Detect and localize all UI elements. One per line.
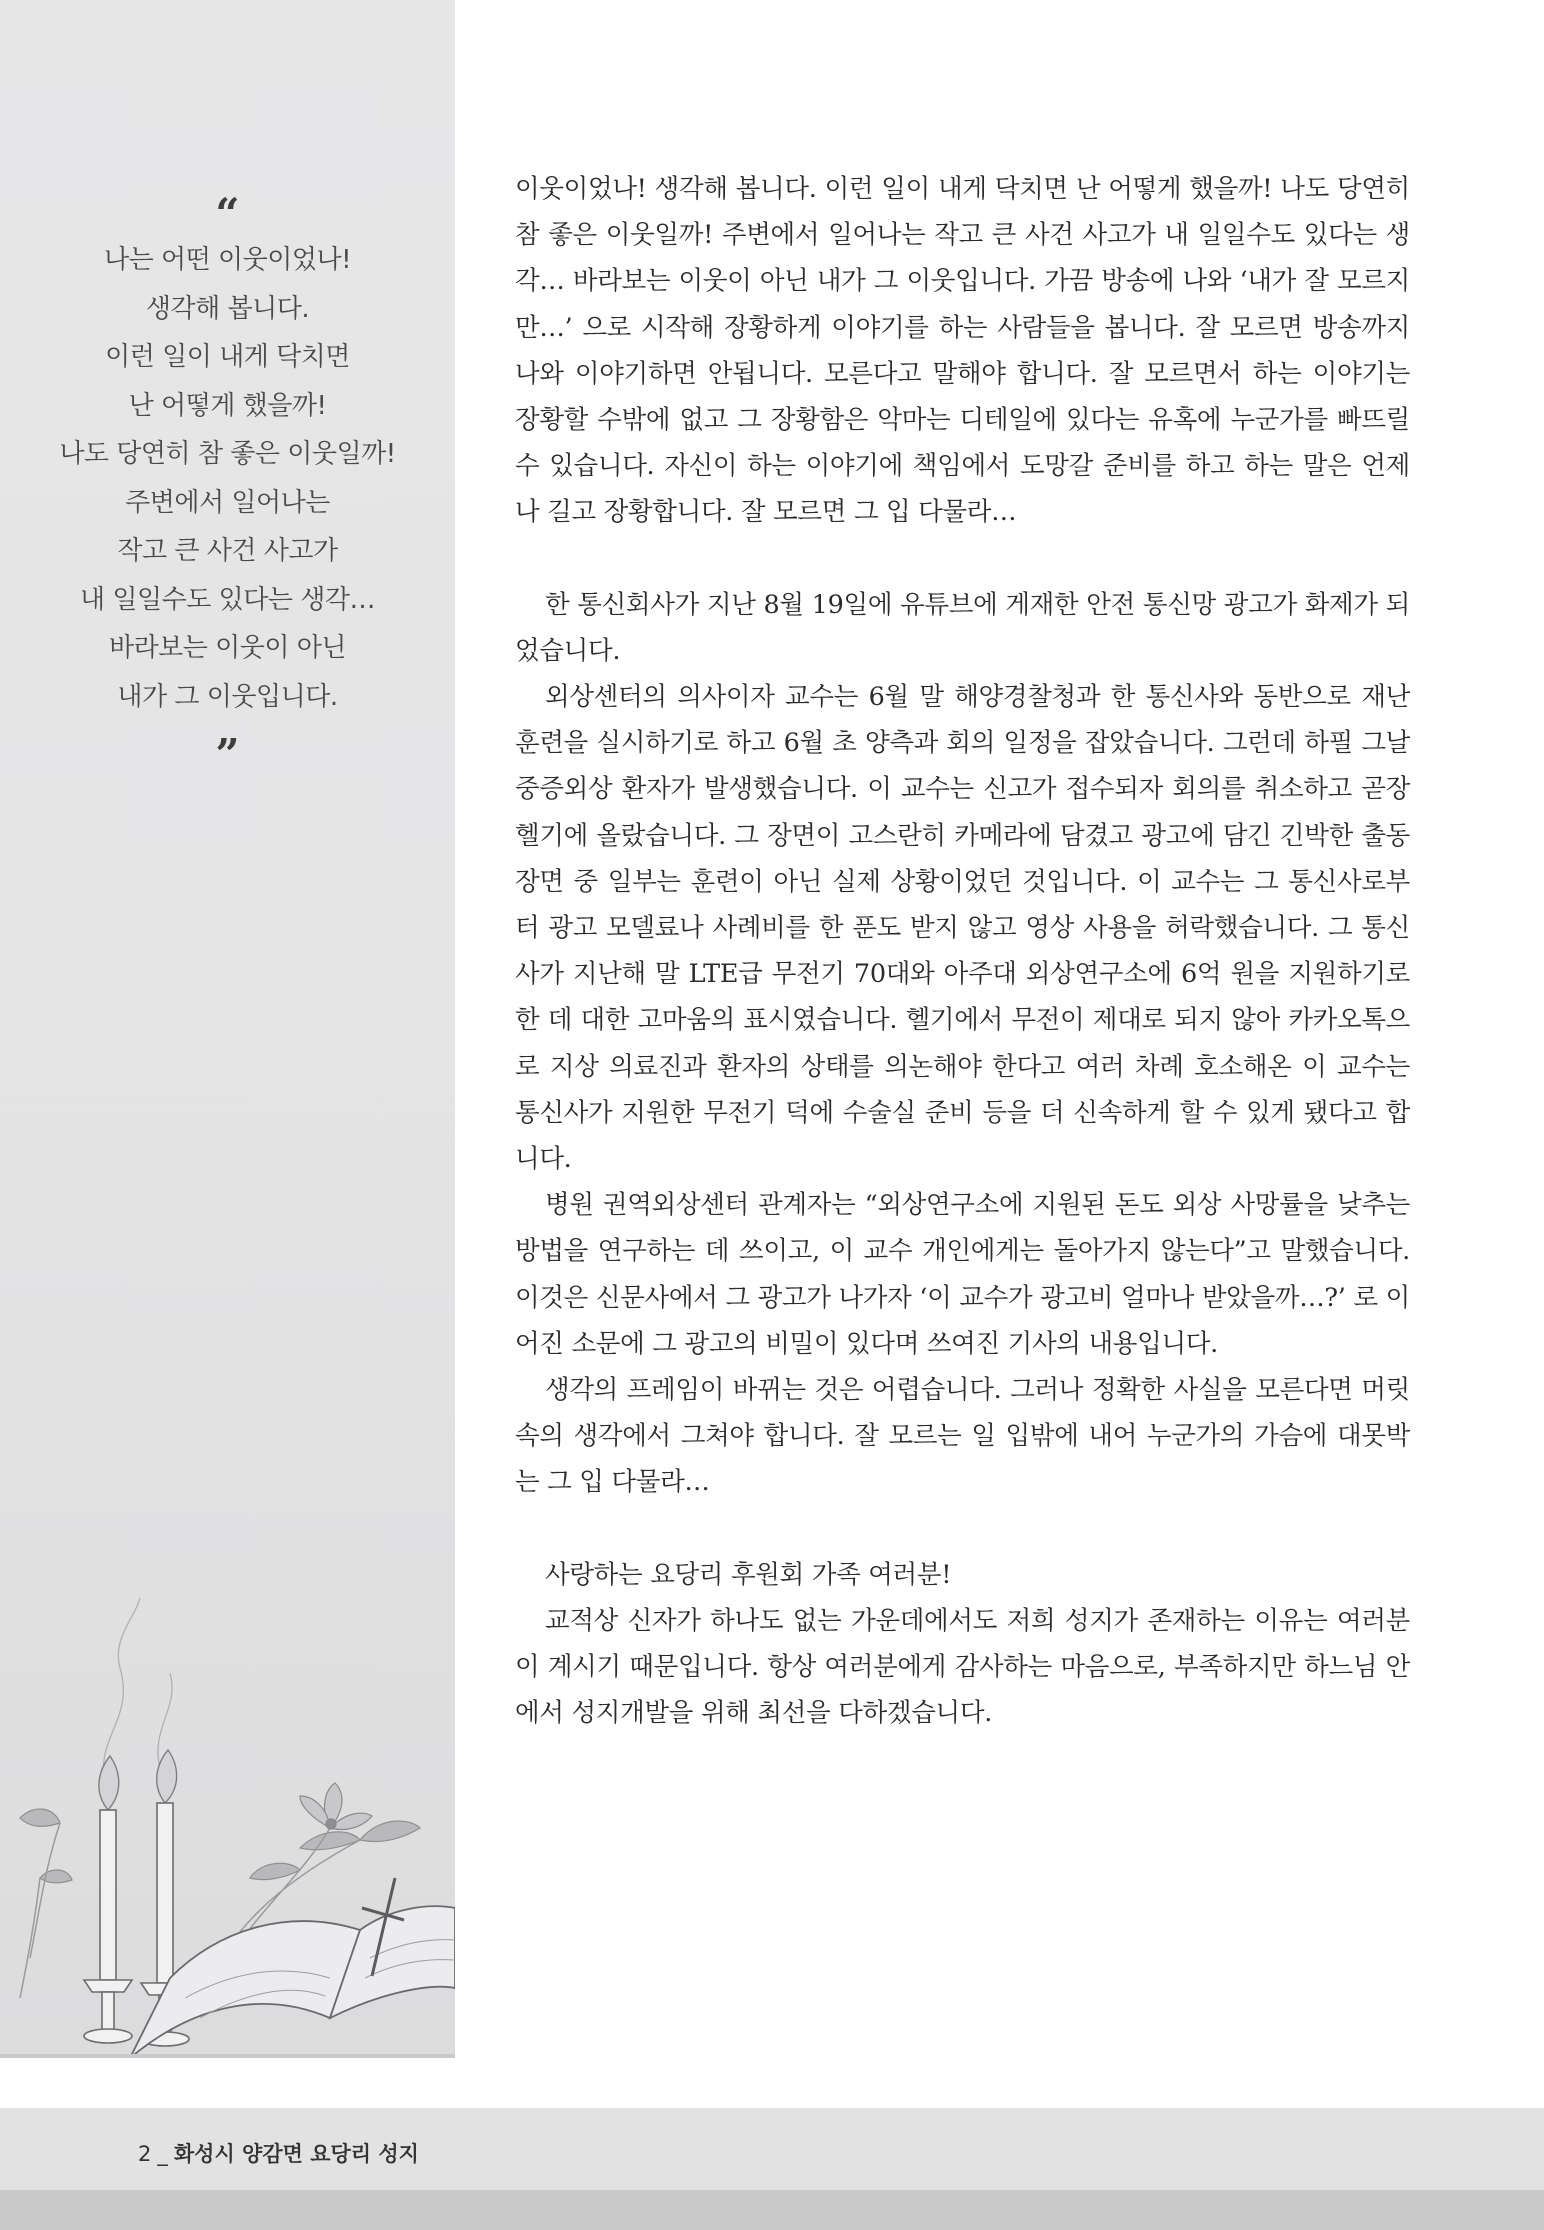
paragraph-gap — [515, 1506, 1410, 1552]
open-quote-mark: “ — [215, 189, 240, 238]
paragraph-gap — [515, 536, 1410, 582]
article-paragraph: 교적상 신자가 하나도 없는 가운데에서도 저희 성지가 존재하는 이유는 여러분이 계시기 때문입니다. 항상 여러분에게 감사하는 마음으로, 부족하지만 하느님 안에서 성지개발을 위해 최선을 다하겠습니다. — [515, 1605, 1410, 1729]
quote-line: 내 일일수도 있다는 생각… — [80, 584, 375, 615]
quote-line: 생각해 봅니다. — [145, 293, 310, 324]
article-paragraph: 한 통신회사가 지난 8월 19일에 유튜브에 게재한 안전 통신망 광고가 화제가 되었습니다. — [515, 589, 1410, 666]
pull-quote — [0, 189, 455, 779]
footer-bottom-band — [0, 2190, 1544, 2230]
quote-line: 작고 큰 사건 사고가 — [117, 536, 338, 566]
close-quote-mark: ” — [215, 730, 240, 779]
article-paragraph: 이웃이었나! 생각해 봅니다. 이런 일이 내게 닥치면 난 어떻게 했을까! 나도 당연히 참 좋은 이웃일까! 주변에서 일어나는 작고 큰 사건 사고가 내 일일수도 있다는 생각… 바라보는 이웃이 아닌 내가 그 이웃입니다. 가끔 방송에 나와 ‘내가 잘 모르지만…’ 으로 시작해 장황하게 이야기를 하는 사람들을 봅니다. 잘 모르면 방송까지 나와 이야기하면 안됩니다. 모른다고 말해야 합니다. 잘 모르면서 하는 이야기는 장황할 수밖에 없고 그 장황함은 악마는 디테일에 있다는 유혹에 누군가를 빠뜨릴 수 있습니다. 자신이 하는 이야기에 책임에서 도망갈 준비를 하고 하는 말은 언제나 길고 장황합니다. 잘 모르면 그 입 다물라… — [515, 174, 1410, 528]
article-body — [515, 166, 1410, 1737]
article-paragraph: 외상센터의 의사이자 교수는 6월 말 해양경찰청과 한 통신사와 동반으로 재난 훈련을 실시하기로 하고 6월 초 양측과 회의 일정을 잡았습니다. 그런데 하필 그날 중증외상 환자가 발생했습니다. 이 교수는 신고가 접수되자 회의를 취소하고 곧장 헬기에 올랐습니다. 그 장면이 고스란히 카메라에 담겼고 광고에 담긴 긴박한 출동 장면 중 일부는 훈련이 아닌 실제 상황이었던 것입니다. 이 교수는 그 통신사로부터 광고 모델료나 사례비를 한 푼도 받지 않고 영상 사용을 허락했습니다. 그 통신사가 지난해 말 LTE급 무전기 70대와 아주대 외상연구소에 6억 원을 지원하기로 한 데 대한 고마움의 표시였습니다. 헬기에서 무전이 제대로 되지 않아 카카오톡으로 지상 의료진과 환자의 상태를 의논해야 한다고 여러 차례 호소해온 이 교수는 통신사가 지원한 무전기 덕에 수술실 준비 등을 더 신속하게 할 수 있게 됐다고 합니다. — [515, 682, 1410, 1175]
candles-bible-illustration — [0, 1578, 455, 2058]
quote-line: 이런 일이 내게 닥치면 — [105, 342, 350, 372]
sidebar-panel — [0, 0, 455, 2058]
quote-line: 바라보는 이웃이 아닌 — [108, 633, 347, 663]
quote-line: 내가 그 이웃입니다. — [117, 681, 338, 712]
quote-line: 난 어떻게 했을까! — [128, 390, 327, 421]
greeting-line: 사랑하는 요당리 후원회 가족 여러분! — [545, 1559, 952, 1590]
quote-line: 나는 어떤 이웃이었나! — [104, 245, 351, 275]
footer-separator: _ — [157, 2142, 168, 2166]
quote-line: 주변에서 일어나는 — [125, 487, 330, 518]
article-paragraph: 생각의 프레임이 바뀌는 것은 어렵습니다. 그러나 정확한 사실을 모른다면 머릿속의 생각에서 그쳐야 합니다. 잘 모르는 일 입밖에 내어 누군가의 가슴에 대못박는 그 입 다물라… — [515, 1375, 1410, 1498]
article-paragraph: 병원 권역외상센터 관계자는 “외상연구소에 지원된 돈도 외상 사망률을 낮추는 방법을 연구하는 데 쓰이고, 이 교수 개인에게는 돌아가지 않는다”고 말했습니다. 이것은 신문사에서 그 광고가 나가자 ‘이 교수가 광고비 얼마나 받았을까…?’ 로 이어진 소문에 그 광고의 비밀이 있다며 쓰여진 기사의 내용입니다. — [515, 1190, 1410, 1359]
quote-line: 나도 당연히 참 좋은 이웃일까! — [59, 439, 396, 469]
footer-page-label — [138, 2138, 419, 2168]
footer-title: 화성시 양감면 요당리 성지 — [173, 2142, 419, 2166]
page-number: 2 — [138, 2142, 152, 2166]
